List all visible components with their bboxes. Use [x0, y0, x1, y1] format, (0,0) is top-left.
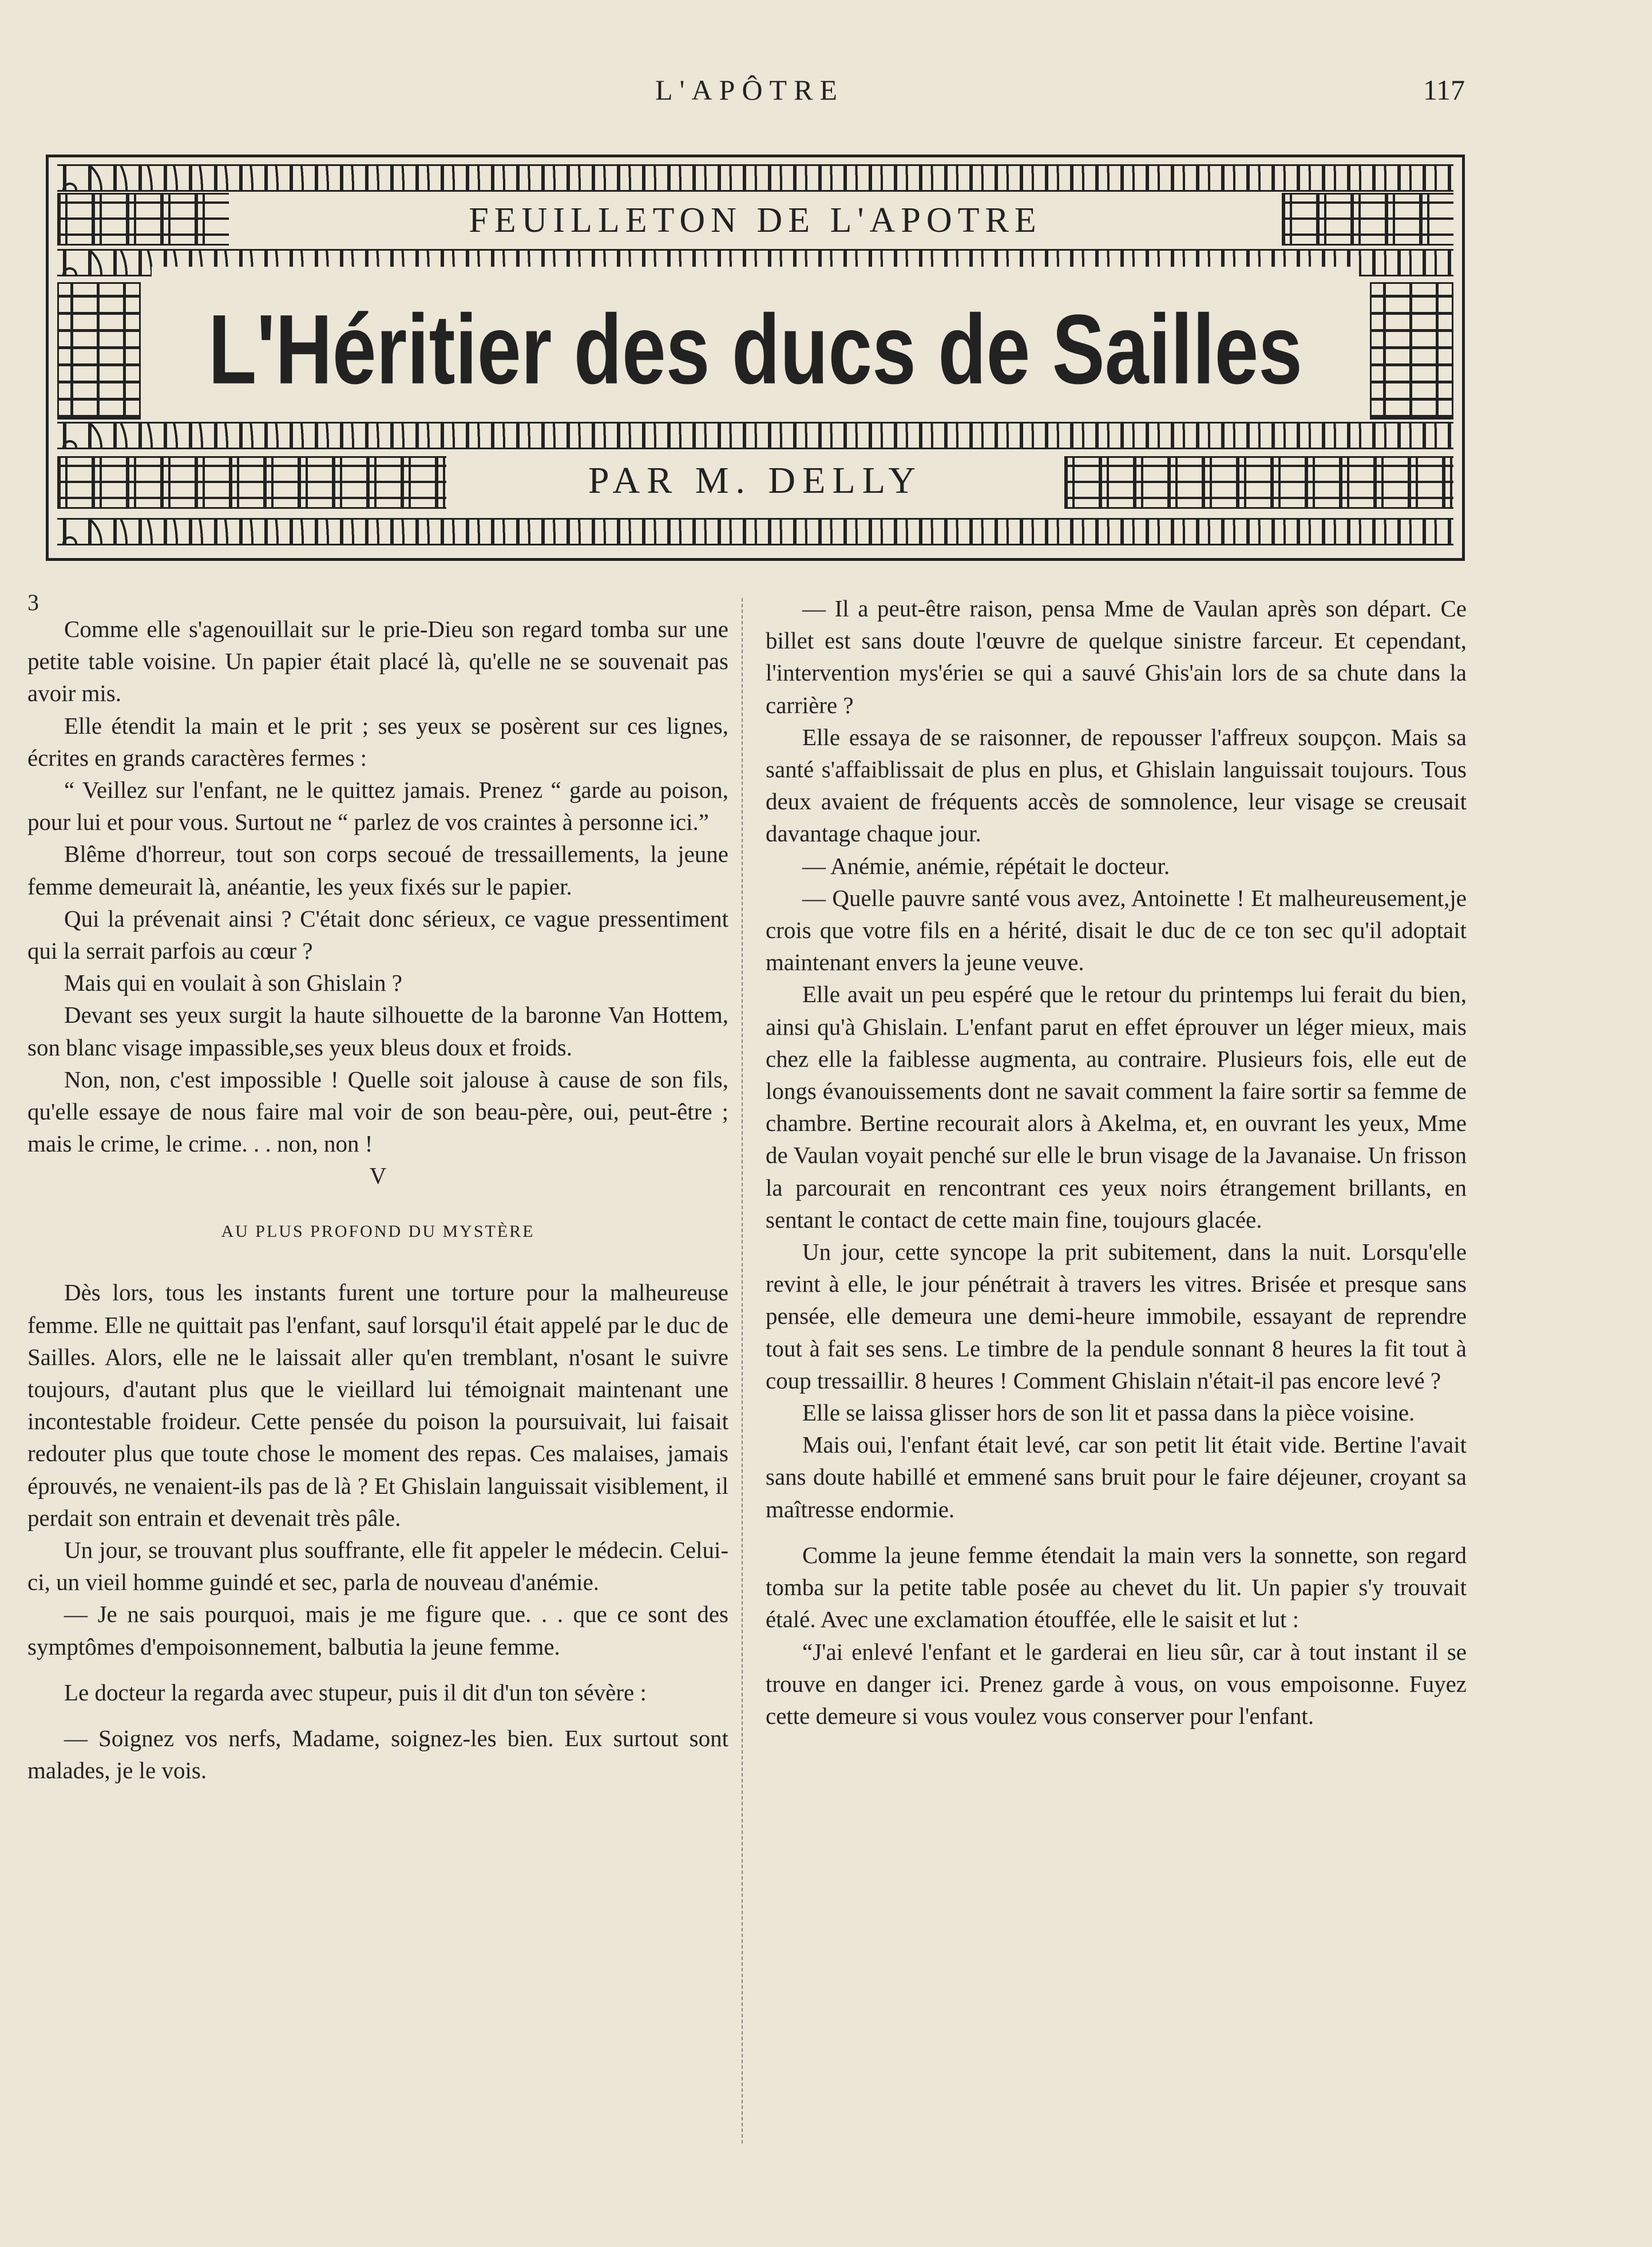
ornament-pillar-left: [57, 282, 141, 420]
ornament-keys-lower-left: [57, 456, 446, 509]
paragraph: — Soignez vos nerfs, Madame, soignez-les bien. Eux surtout sont malades, je le vois.: [27, 1725, 728, 1784]
quoted-letter: “J'ai enlevé l'enfant et le garderai en lieu sûr, car à tout instant il se trouve en danger ici. Prenez garde à vous, on vous empoisonne. Fuyez cette demeure si vous voulez vous conserver pour l'enfant.: [766, 1638, 1467, 1729]
ornament-keys-lower-right: [1064, 456, 1453, 509]
paragraph: Elle essaya de se raisonner, de repousser l'affreux soupçon. Mais sa santé s'affaiblissait de plus en plus, et Ghislain languissait toujours. Tous deux avaient de fréquents accès de somnolence, leur visage se creusait davantage chaque jour.: [766, 723, 1467, 847]
left-column: [27, 592, 728, 1787]
author-byline: PAR M. DELLY: [461, 461, 1050, 501]
column-divider: [742, 598, 743, 2143]
paragraph: Elle se laissa glisser hors de son lit et passa dans la pièce voisine.: [802, 1399, 1415, 1426]
paragraph: Le docteur la regarda avec stupeur, puis il dit d'un ton sévère :: [64, 1679, 647, 1706]
chapter-number: V: [369, 1162, 387, 1189]
ornament-band-lower: [57, 422, 1453, 449]
ornament-keys-left: [57, 193, 229, 246]
page-number: 117: [1423, 74, 1465, 106]
paragraph: Mais qui en voulait à son Ghislain ?: [64, 970, 402, 996]
paragraph: Blême d'horreur, tout son corps secoué de tressaillements, la jeune femme demeurait là, anéantie, les yeux fixés sur le papier.: [27, 841, 728, 900]
feuilleton-heading: FEUILLETON DE L'APOTRE: [243, 197, 1267, 243]
chapter-part-number: 3: [27, 590, 39, 615]
paragraph: — Il a peut-être raison, pensa Mme de Vaulan après son départ. Ce billet est sans doute l'œuvre de quelque sinistre farceur. Et cependant, l'intervention mys'érieı se qui a sauvé Ghis'ain lors de sa chute dans la carrière ?: [766, 595, 1467, 718]
paragraph: Comme elle s'agenouillait sur le prie-Dieu son regard tomba sur une petite table voisine. Un papier était placé là, qu'elle ne se souvenait pas avoir mis.: [27, 616, 728, 707]
paragraph: Elle étendit la main et le prit ; ses yeux se posèrent sur ces lignes, écrites en grands caractères fermes :: [27, 712, 728, 771]
paragraph: Un jour, se trouvant plus souffrante, elle fit appeler le médecin. Celui-ci, un vieil homme guindé et sec, parla de nouveau d'anémie.: [27, 1537, 728, 1596]
paragraph: Elle avait un peu espéré que le retour du printemps lui ferait du bien, ainsi qu'à Ghislain. L'enfant parut en effet éprouver un léger mieux, mais chez elle la faiblesse augmenta, au contraire. Plusieurs fois, elle eut de longs évanouissements dont ne savait comment la faire sortir sa femme de chambre. Bertine recourait alors à Akelma, et, en ouvrant les yeux, Mme de Vaulan voyait penché sur elle le brun visage de la Javanaise. Un frisson la parcourait en rencontrant ces yeux noirs étrangement brillants, en sentant le contact de cette main fine, toujours glacée.: [766, 981, 1467, 1233]
paragraph: Un jour, cette syncope la prit subitement, dans la nuit. Lorsqu'elle revint à elle, le jour pénétrait à travers les vitres. Brisée et presque sans pensée, elle demeura une demi-heure immobile, essayant de reprendre tout à fait ses sens. Le timbre de la pendule sonnant 8 heures la fit tout à coup tressaillir. 8 heures ! Comment Ghislain n'était-il pas encore levé ?: [766, 1239, 1467, 1394]
ornament-band-top: [57, 164, 1453, 192]
paragraph: Comme la jeune femme étendait la main vers la sonnette, son regard tomba sur la petite table posée au chevet du lit. Un papier s'y trouvait étalé. Avec une exclamation étouffée, elle le saisit et lut :: [766, 1541, 1467, 1633]
right-column: [766, 592, 1467, 1732]
paragraph: Qui la prévenait ainsi ? C'était donc sérieux, ce vague pressentiment qui la serrait parfois au cœur ?: [27, 905, 728, 964]
ornament-keys-right: [1282, 193, 1453, 246]
paragraph: Non, non, c'est impossible ! Quelle soit jalouse à cause de son fils, qu'elle essaye de nous faire mal voir de son beau-père, oui, peut-être ; mais le crime, le crime. . . non, non !: [27, 1066, 728, 1157]
ornament-band-bottom: [57, 518, 1453, 545]
paragraph: — Anémie, anémie, répétait le docteur.: [802, 852, 1170, 879]
quoted-note: “ Veillez sur l'enfant, ne le quittez jamais. Prenez “ garde au poison, pour lui et pour vous. Surtout ne “ parlez de vos craintes à personne ici.”: [27, 777, 728, 836]
running-title: L'APÔTRE: [655, 74, 844, 106]
story-title: L'Héritier des ducs de Sailles: [152, 267, 1359, 433]
paragraph: — Quelle pauvre santé vous avez, Antoinette ! Et malheureusement,je crois que votre fils en a hérité, disait le duc de ce ton sec qu'il adoptait maintenant envers la jeune veuve.: [766, 884, 1467, 976]
feuilleton-banner: [46, 155, 1465, 561]
chapter-title: AU PLUS PROFOND DU MYSTÈRE: [221, 1222, 535, 1241]
paragraph: — Je ne sais pourquoi, mais je me figure que. . . que ce sont des symptômes d'empoisonnement, balbutia la jeune femme.: [27, 1601, 728, 1660]
paragraph: Dès lors, tous les instants furent une torture pour la malheureuse femme. Elle ne quittait pas l'enfant, sauf lorsqu'il était appelé par le duc de Sailles. Alors, elle ne le laissait aller qu'en tremblant, n'osant le suivre toujours, d'autant plus que le vieillard lui témoignait maintenant une incontestable froideur. Cette pensée du poison la poursuivait, lui faisait redouter plus que toute chose le moment des repas. Ces malaises, jamais éprouvés, ne venaient-ils pas de là ? Et Ghislain languissait visiblement, il perdait son entrain et devenait très pâle.: [27, 1279, 728, 1531]
ornament-pillar-right: [1370, 282, 1453, 420]
paragraph: Mais oui, l'enfant était levé, car son petit lit était vide. Bertine l'avait sans doute habillé et emmené sans bruit pour le faire déjeuner, croyant sa maîtresse endormie.: [766, 1431, 1467, 1522]
paragraph: Devant ses yeux surgit la haute silhouette de la baronne Van Hottem, son blanc visage impassible,ses yeux bleus doux et froids.: [27, 1002, 728, 1061]
